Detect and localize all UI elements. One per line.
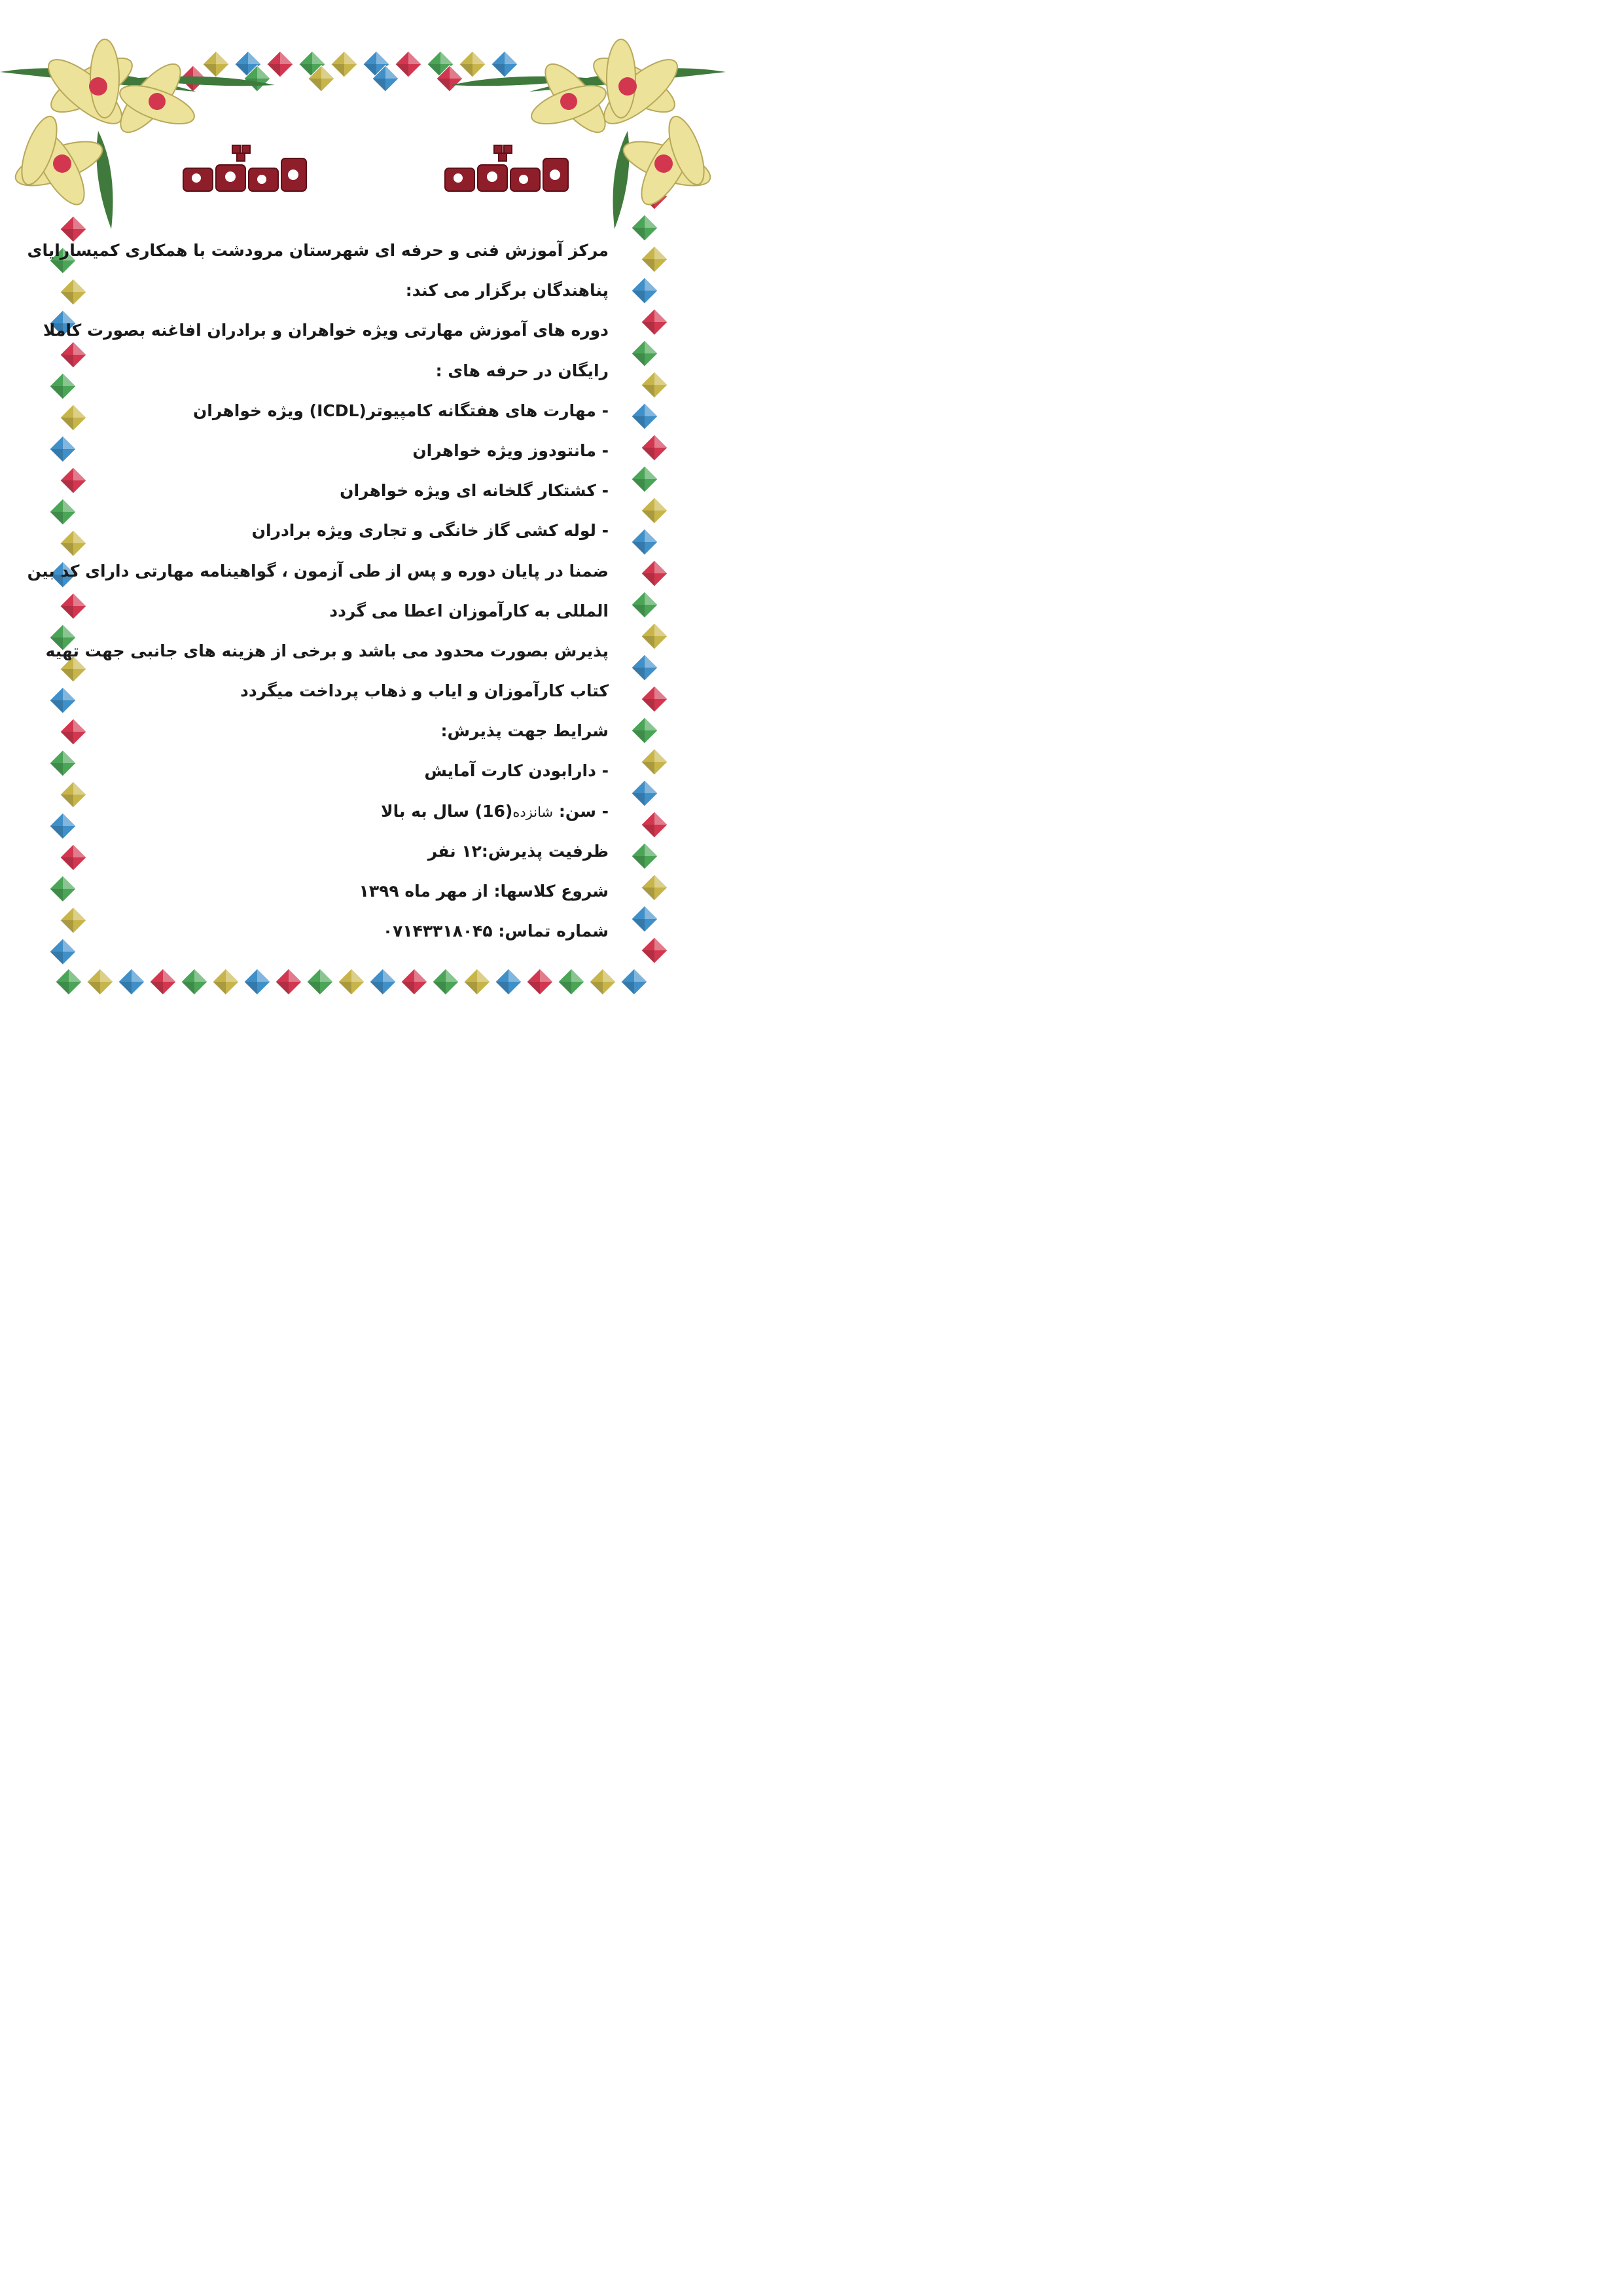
- gem-icon: [307, 969, 333, 995]
- gem-icon: [50, 939, 76, 965]
- course-item: - مانتودوز ویژه خواهران: [412, 440, 609, 460]
- gem-icon: [641, 623, 668, 649]
- gem-icon: [50, 687, 76, 713]
- gem-icon: [331, 51, 357, 77]
- gem-icon: [50, 750, 76, 776]
- gem-icon: [641, 246, 668, 272]
- gem-icon: [632, 843, 658, 869]
- contact-line: شماره تماس: ۰۷۱۴۳۳۱۸۰۴۵: [382, 922, 609, 941]
- gem-icon: [590, 969, 616, 995]
- gem-icon: [60, 781, 86, 808]
- course-item: - کشتکار گلخانه ای ویژه خواهران: [340, 481, 609, 501]
- gem-icon: [60, 593, 86, 619]
- course-item: - مهارت های هفتگانه کامپیوتر(ICDL) ویژه خواهران: [192, 401, 609, 420]
- gem-icon: [50, 436, 76, 462]
- gem-icon: [641, 937, 668, 963]
- orchid-cluster-right: [451, 0, 726, 236]
- course-item: - لوله کشی گاز خانگی و تجاری ویژه برادران: [251, 521, 609, 541]
- gem-icon: [56, 969, 82, 995]
- gem-icon: [641, 749, 668, 775]
- requirements-heading: شرایط جهت پذیرش:: [440, 721, 609, 741]
- age-prefix: - سن:: [553, 801, 609, 821]
- gem-icon: [641, 435, 668, 461]
- gem-icon: [632, 655, 658, 681]
- announcement-line: ضمنا در پایان دوره و پس از طی آزمون ، گواهینامه مهارتی دارای کد بین: [27, 561, 609, 581]
- gem-icon: [621, 969, 647, 995]
- gem-icon: [60, 719, 86, 745]
- gem-icon: [632, 403, 658, 429]
- gem-icon: [527, 969, 553, 995]
- gem-icon: [632, 906, 658, 932]
- gem-icon: [50, 876, 76, 902]
- announcement-line: دوره های آموزش مهارتی ویژه خواهران و برادران افاغنه بصورت کاملا: [43, 321, 609, 340]
- gem-icon: [641, 874, 668, 901]
- gem-icon: [60, 844, 86, 870]
- gem-icon: [641, 372, 668, 398]
- gem-icon: [50, 373, 76, 399]
- requirement-age: [105, 791, 609, 831]
- gem-icon: [338, 969, 365, 995]
- capacity-line: ظرفیت پذیرش:۱۲ نفر: [427, 841, 609, 861]
- gem-icon: [632, 717, 658, 744]
- gem-icon: [395, 51, 421, 77]
- announcement-body: [27, 230, 609, 951]
- gem-icon: [50, 499, 76, 525]
- gem-icon: [60, 907, 86, 933]
- gem-icon: [433, 969, 459, 995]
- gem-icon: [213, 969, 239, 995]
- gem-icon: [632, 466, 658, 492]
- gem-icon: [632, 529, 658, 555]
- gem-icon: [558, 969, 584, 995]
- gem-icon: [60, 279, 86, 305]
- gem-icon: [181, 969, 207, 995]
- gem-icon: [244, 969, 270, 995]
- gem-icon: [50, 813, 76, 839]
- gem-icon: [276, 969, 302, 995]
- announcement-line: المللی به کارآموزان اعطا می گردد: [329, 601, 609, 620]
- announcement-line: پذیرش بصورت محدود می باشد و برخی از هزینه های جانبی جهت تهیه: [45, 641, 609, 660]
- orchid-cluster-left: [0, 0, 275, 236]
- gem-icon: [641, 497, 668, 524]
- announcement-line: رایگان در حرفه های :: [435, 361, 609, 380]
- age-word: شانزده: [512, 804, 554, 820]
- gem-icon: [60, 404, 86, 431]
- gem-icon: [60, 467, 86, 493]
- gem-icon: [632, 592, 658, 618]
- announcement-line: کتاب کارآموزان و ایاب و ذهاب پرداخت میگردد: [240, 681, 609, 701]
- requirement-item: - دارابودن کارت آمایش: [424, 761, 609, 781]
- age-rest: (16) سال به بالا: [380, 801, 513, 821]
- gem-icon: [495, 969, 522, 995]
- gem-icon: [401, 969, 427, 995]
- announcement-line: مرکز آموزش فنی و حرفه ای شهرستان مرودشت با همکاری کمیسارایای: [27, 241, 609, 260]
- start-date-line: شروع کلاسها: از مهر ماه ۱۳۹۹: [359, 882, 609, 901]
- gem-icon: [641, 812, 668, 838]
- gem-icon: [370, 969, 396, 995]
- gem-icon: [641, 686, 668, 712]
- gem-icon: [641, 309, 668, 335]
- gem-icon: [632, 278, 658, 304]
- gem-icon: [464, 969, 490, 995]
- gem-icon: [632, 340, 658, 367]
- gem-icon: [150, 969, 176, 995]
- gem-icon: [87, 969, 113, 995]
- announcement-line: پناهندگان برگزار می کند:: [405, 281, 609, 300]
- gem-icon: [641, 560, 668, 586]
- gem-icon: [632, 780, 658, 806]
- gem-icon: [118, 969, 145, 995]
